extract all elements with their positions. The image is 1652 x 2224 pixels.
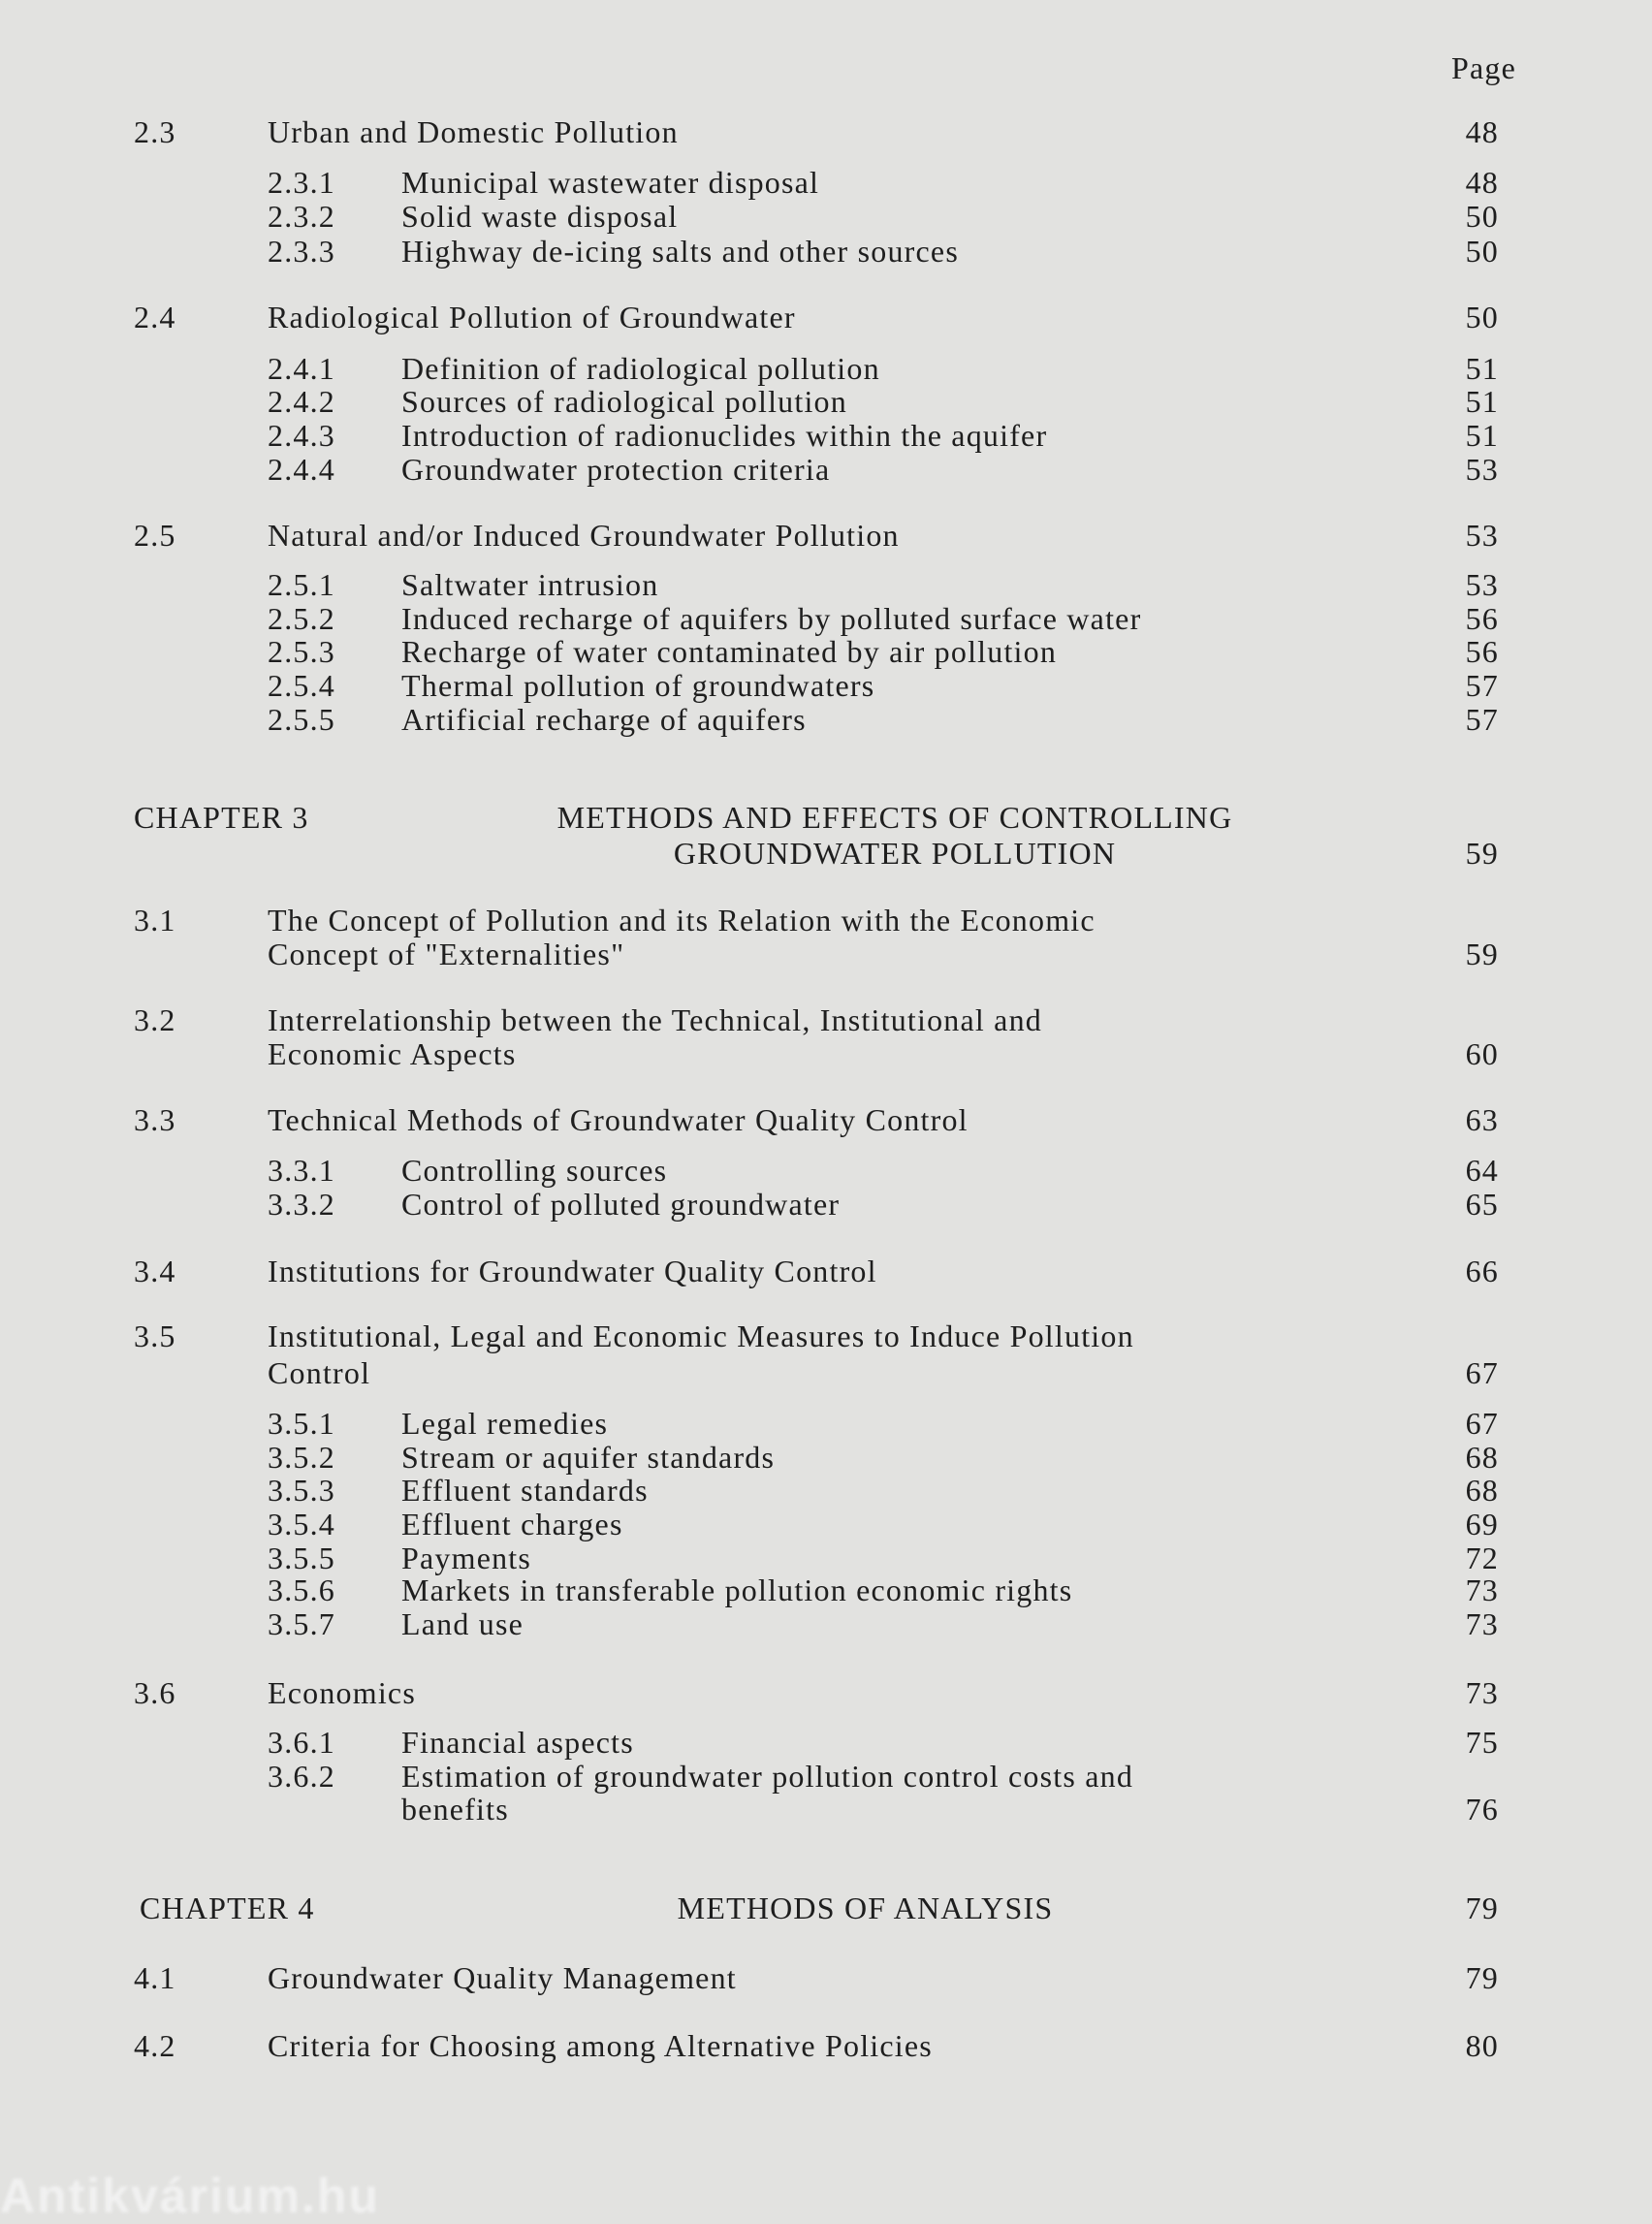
toc-subsection-line2 — [0, 1790, 1652, 1828]
subsection-number: 3.5.5 — [268, 1541, 335, 1575]
page-number: 57 — [1465, 668, 1499, 703]
subsection-title: Effluent standards — [401, 1473, 649, 1508]
subsection-title: Induced recharge of aquifers by polluted surface water — [401, 601, 1142, 636]
chapter-title: GROUNDWATER POLLUTION — [673, 836, 1117, 871]
section-number: 3.1 — [134, 903, 176, 937]
subsection-number: 3.5.4 — [268, 1507, 335, 1541]
subsection-title: Markets in transferable pollution economic rights — [401, 1573, 1073, 1607]
chapter-title: METHODS OF ANALYSIS — [677, 1890, 1054, 1925]
section-number: 3.5 — [134, 1319, 176, 1353]
toc-section-line2 — [0, 1353, 1652, 1392]
subsection-title: Financial aspects — [401, 1725, 634, 1760]
page-number: 50 — [1465, 199, 1499, 234]
toc-section — [0, 2026, 1652, 2065]
section-title: Economics — [268, 1675, 416, 1710]
subsection-number: 2.5.5 — [268, 702, 335, 737]
subsection-title: Groundwater protection criteria — [401, 452, 831, 487]
subsection-number: 2.4.3 — [268, 418, 335, 453]
toc-section-line2 — [0, 935, 1652, 973]
toc-section — [0, 1252, 1652, 1290]
subsection-title: Estimation of groundwater pollution control costs and — [401, 1759, 1134, 1794]
toc-section — [0, 1317, 1652, 1355]
page-number: 72 — [1465, 1541, 1499, 1575]
subsection-title: Artificial recharge of aquifers — [401, 702, 807, 737]
page-number: 73 — [1465, 1573, 1499, 1607]
subsection-number: 3.5.7 — [268, 1606, 335, 1641]
subsection-title: Solid waste disposal — [401, 199, 679, 234]
page-number: 56 — [1465, 601, 1499, 636]
toc-section-line2 — [0, 1034, 1652, 1073]
toc-subsection — [0, 416, 1652, 455]
page-number: 66 — [1465, 1254, 1499, 1288]
page-number: 79 — [1465, 1890, 1499, 1925]
chapter-3-heading — [0, 798, 1652, 837]
page-number: 67 — [1465, 1355, 1499, 1390]
page-number: 64 — [1465, 1153, 1499, 1188]
toc-section — [0, 1100, 1652, 1139]
section-title: Natural and/or Induced Groundwater Pollution — [268, 518, 900, 553]
section-title: Economic Aspects — [268, 1036, 517, 1071]
subsection-number: 3.3.1 — [268, 1153, 335, 1188]
subsection-title: Thermal pollution of groundwaters — [401, 668, 875, 703]
subsection-number: 2.5.1 — [268, 567, 335, 602]
page-number: 48 — [1465, 114, 1499, 149]
toc-subsection — [0, 382, 1652, 421]
section-title: Institutional, Legal and Economic Measures to Induce Pollution — [268, 1319, 1134, 1353]
toc-subsection — [0, 450, 1652, 489]
section-title: Urban and Domestic Pollution — [268, 114, 679, 149]
subsection-title: Introduction of radionuclides within the aquifer — [401, 418, 1048, 453]
chapter-4-heading — [0, 1889, 1652, 1927]
subsection-number: 2.3.3 — [268, 234, 335, 269]
subsection-number: 3.5.3 — [268, 1473, 335, 1508]
section-number: 2.4 — [134, 300, 176, 334]
toc-subsection — [0, 632, 1652, 671]
toc-subsection — [0, 1505, 1652, 1543]
toc-subsection — [0, 1471, 1652, 1509]
subsection-title: Control of polluted groundwater — [401, 1187, 841, 1222]
subsection-title: benefits — [401, 1792, 509, 1827]
subsection-title: Stream or aquifer standards — [401, 1440, 776, 1475]
subsection-title: Definition of radiological pollution — [401, 351, 880, 386]
section-number: 3.2 — [134, 1002, 176, 1037]
section-title: Technical Methods of Groundwater Quality Control — [268, 1102, 969, 1137]
section-title: Control — [268, 1355, 371, 1390]
chapter-label: CHAPTER 4 — [140, 1890, 315, 1925]
section-title: Radiological Pollution of Groundwater — [268, 300, 796, 334]
section-number: 3.3 — [134, 1102, 176, 1137]
page-number: 51 — [1465, 351, 1499, 386]
subsection-number: 2.3.1 — [268, 165, 335, 200]
page-number: 76 — [1465, 1792, 1499, 1827]
toc-section — [0, 516, 1652, 555]
subsection-title: Effluent charges — [401, 1507, 623, 1541]
section-title: Criteria for Choosing among Alternative Policies — [268, 2028, 933, 2063]
subsection-title: Legal remedies — [401, 1406, 609, 1441]
section-number: 2.3 — [134, 114, 176, 149]
page-number: 50 — [1465, 234, 1499, 269]
section-number: 2.5 — [134, 518, 176, 553]
page-number: 65 — [1465, 1187, 1499, 1222]
toc-subsection — [0, 1723, 1652, 1762]
toc-subsection — [0, 197, 1652, 236]
page-number: 48 — [1465, 165, 1499, 200]
subsection-title: Saltwater intrusion — [401, 567, 659, 602]
subsection-title: Highway de-icing salts and other sources — [401, 234, 959, 269]
toc-subsection — [0, 1604, 1652, 1643]
page-number: 56 — [1465, 634, 1499, 669]
toc-subsection — [0, 1151, 1652, 1190]
page-number: 53 — [1465, 518, 1499, 553]
toc-section — [0, 1673, 1652, 1712]
toc-subsection — [0, 666, 1652, 705]
page-number: 79 — [1465, 1960, 1499, 1995]
page-number: 59 — [1465, 937, 1499, 971]
page-number: 80 — [1465, 2028, 1499, 2063]
page-number: 73 — [1465, 1675, 1499, 1710]
subsection-number: 2.4.2 — [268, 384, 335, 419]
section-number: 3.6 — [134, 1675, 176, 1710]
subsection-title: Sources of radiological pollution — [401, 384, 847, 419]
page-number: 53 — [1465, 567, 1499, 602]
toc-subsection — [0, 1404, 1652, 1443]
section-number: 3.4 — [134, 1254, 176, 1288]
subsection-number: 2.4.4 — [268, 452, 335, 487]
section-title: Groundwater Quality Management — [268, 1960, 737, 1995]
section-title: Interrelationship between the Technical, Institutional and — [268, 1002, 1042, 1037]
page-number: 60 — [1465, 1036, 1499, 1071]
page-number: 57 — [1465, 702, 1499, 737]
subsection-number: 3.5.6 — [268, 1573, 335, 1607]
subsection-title: Controlling sources — [401, 1153, 668, 1188]
subsection-number: 3.3.2 — [268, 1187, 335, 1222]
page-number: 53 — [1465, 452, 1499, 487]
page-number: 51 — [1465, 384, 1499, 419]
page-column-header: Page — [1450, 50, 1516, 85]
section-number: 4.1 — [134, 1960, 176, 1995]
toc-subsection — [0, 163, 1652, 202]
page-number: 69 — [1465, 1507, 1499, 1541]
toc-section — [0, 901, 1652, 939]
page-number: 51 — [1465, 418, 1499, 453]
chapter-title: METHODS AND EFFECTS OF CONTROLLING — [556, 800, 1233, 835]
page-number: 50 — [1465, 300, 1499, 334]
page-number: 75 — [1465, 1725, 1499, 1760]
section-title: Institutions for Groundwater Quality Control — [268, 1254, 877, 1288]
subsection-title: Recharge of water contaminated by air pollution — [401, 634, 1058, 669]
subsection-number: 3.6.1 — [268, 1725, 335, 1760]
toc-subsection — [0, 1571, 1652, 1609]
section-title: Concept of "Externalities" — [268, 937, 625, 971]
subsection-number: 2.5.2 — [268, 601, 335, 636]
toc-section — [0, 1001, 1652, 1039]
subsection-title: Payments — [401, 1541, 532, 1575]
subsection-number: 2.3.2 — [268, 199, 335, 234]
subsection-number: 2.5.4 — [268, 668, 335, 703]
subsection-number: 2.5.3 — [268, 634, 335, 669]
toc-subsection — [0, 700, 1652, 739]
toc-section — [0, 298, 1652, 336]
page-number: 73 — [1465, 1606, 1499, 1641]
subsection-title: Land use — [401, 1606, 524, 1641]
chapter-label: CHAPTER 3 — [134, 800, 309, 835]
page-number: 68 — [1465, 1440, 1499, 1475]
subsection-number: 3.6.2 — [268, 1759, 335, 1794]
toc-subsection — [0, 1185, 1652, 1223]
subsection-number: 3.5.2 — [268, 1440, 335, 1475]
page-number: 63 — [1465, 1102, 1499, 1137]
page-number: 68 — [1465, 1473, 1499, 1508]
chapter-3-heading-line2 — [0, 834, 1652, 873]
page-number: 67 — [1465, 1406, 1499, 1441]
toc-section — [0, 1958, 1652, 1997]
section-number: 4.2 — [134, 2028, 176, 2063]
watermark: Antikvárium.hu — [0, 2169, 380, 2223]
toc-subsection — [0, 232, 1652, 270]
subsection-number: 3.5.1 — [268, 1406, 335, 1441]
page-number: 59 — [1465, 836, 1499, 871]
subsection-number: 2.4.1 — [268, 351, 335, 386]
subsection-title: Municipal wastewater disposal — [401, 165, 820, 200]
toc-section — [0, 112, 1652, 151]
toc-subsection — [0, 565, 1652, 604]
section-title: The Concept of Pollution and its Relation with the Economic — [268, 903, 1096, 937]
